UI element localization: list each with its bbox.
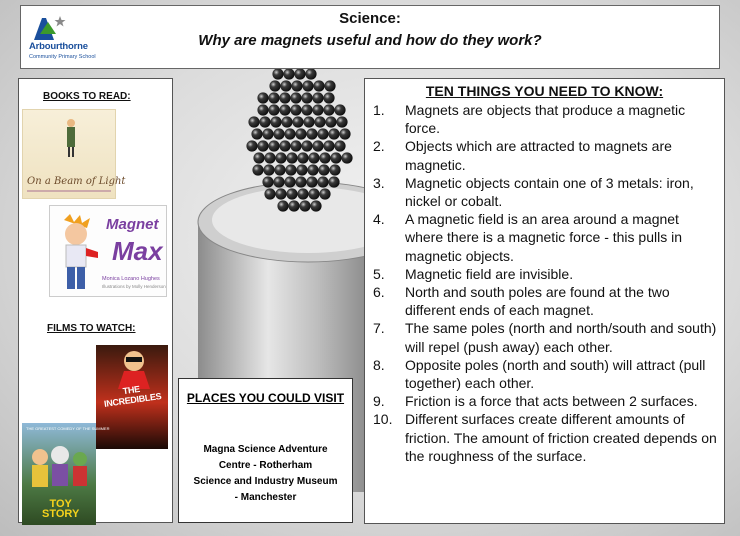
film-title-incredibles: THE INCREDIBLES [103,383,162,409]
magnet-ball [279,140,290,151]
magnet-ball [292,116,303,127]
fact-text: Friction is a force that acts between 2 surfaces. [405,393,698,410]
magnet-ball [336,116,347,127]
magnet-ball [308,188,319,199]
book-figure-illustration [65,118,77,158]
magnet-ball [324,80,335,91]
magnet-ball [275,152,286,163]
book-illustrator: Illustrations by Molly Henderson [102,284,166,289]
magnet-ball [246,140,257,151]
fact-number: 6. [373,284,385,301]
magnet-ball [262,176,273,187]
magnet-ball [312,92,323,103]
book-title-beam: On a Beam of Light [27,176,126,187]
place-line: Science and Industry Museum [193,476,338,487]
magnet-ball [323,92,334,103]
magnet-ball [284,176,295,187]
magnet-ball [290,140,301,151]
books-heading: BOOKS TO READ: [43,91,131,102]
fact-item [371,319,718,355]
fact-number: 4. [373,211,385,228]
fact-number: 10. [373,411,393,428]
magnet-ball [339,128,350,139]
magnet-ball [290,92,301,103]
ten-things-heading: TEN THINGS YOU NEED TO KNOW: [425,83,664,99]
films-heading: FILMS TO WATCH: [47,323,136,334]
book-subtitle-line [27,190,111,192]
film-title-line2: STORY [42,508,80,520]
magnet-ball [295,176,306,187]
magnet-ball [341,152,352,163]
fact-number: 8. [373,356,385,373]
resources-column [18,78,173,523]
magnet-ball [303,116,314,127]
book-cover-magnet-max [49,205,167,297]
magnet-ball [319,152,330,163]
fact-number: 2. [373,138,385,155]
magnet-ball [291,80,302,91]
magnet-ball [273,128,284,139]
magnet-ball [264,152,275,163]
magnet-ball [286,152,297,163]
fact-text: The same poles (north and north/south and south) will repel (push away) each other. [405,320,717,355]
magnet-ball [297,152,308,163]
magnet-ball [281,116,292,127]
magnet-ball [301,140,312,151]
school-name: Arbourthorne [29,41,88,52]
magnet-ball [288,200,299,211]
magnet-ball [277,200,288,211]
book-title-line2: Max [112,236,163,266]
magnet-ball [269,80,280,91]
magnet-ball [334,140,345,151]
fact-number: 7. [373,320,385,337]
magnet-ball [312,140,323,151]
magnet-ball [248,116,259,127]
places-to-visit-box [178,378,353,523]
magnet-ball [263,164,274,175]
magnet-ball [290,104,301,115]
magnet-ball [286,188,297,199]
magnet-ball [283,68,294,79]
magnet-ball [295,128,306,139]
magnet-ball [302,80,313,91]
fact-item [371,210,718,265]
fact-number: 5. [373,265,385,282]
fact-text: Magnets are objects that produce a magnetic force. [405,102,686,137]
places-heading: PLACES YOU COULD VISIT [186,391,345,405]
film-tagline: THE GREATEST COMEDY OF THE SUMMER [26,426,110,431]
film-title-toy-story [42,499,79,519]
fact-item [371,174,718,210]
magnet-ball [280,80,291,91]
fact-text: Different surfaces create different amounts of friction. The amount of friction created depends on the roughness of the surface. [405,411,717,464]
fact-item [371,283,718,319]
magnet-ball [307,164,318,175]
magnet-ball [262,128,273,139]
toy-characters-illustration [22,435,96,495]
magnet-ball [306,176,317,187]
fact-text: Magnetic objects contain one of 3 metals: iron, nickel or cobalt. [405,174,694,210]
magnet-ball [257,140,268,151]
magnet-ball [270,116,281,127]
magnet-ball [323,104,334,115]
fact-text: Opposite poles (north and south) will attract (pull together) each other. [405,356,706,392]
header-banner [20,5,720,69]
place-line: - Manchester [234,492,297,503]
ten-things-box [364,78,725,524]
school-subtitle: Community Primary School [29,54,96,60]
fact-text: Magnetic field are invisible. [405,265,574,282]
fact-item [371,265,718,283]
boy-with-magnet-illustration [54,214,100,294]
magnet-ball [308,152,319,163]
magnet-ball [314,116,325,127]
magnet-ball [279,104,290,115]
fact-item [371,410,718,465]
fact-number: 3. [373,174,385,191]
fact-number: 1. [373,102,385,118]
fact-text: A magnetic field is an area around a magnet where there is a magnetic force - this pulls in magnetic objects. [405,211,683,264]
places-list [179,442,352,506]
magnet-ball [328,128,339,139]
magnet-ball [251,128,262,139]
magnet-ball [264,188,275,199]
magnet-ball [252,164,263,175]
film-title-line1: TOY [49,498,72,510]
magnet-ball [296,164,307,175]
fact-item [371,392,718,410]
magnet-ball [259,116,270,127]
magnet-ball [297,188,308,199]
magnet-ball [334,104,345,115]
book-author: Monica Lozano Hughes [102,276,160,282]
magnet-ball [301,104,312,115]
magnet-ball [299,200,310,211]
magnet-ball [310,200,321,211]
magnet-ball [328,176,339,187]
magnet-ball [313,80,324,91]
film-poster-toy-story [22,423,110,525]
book-cover-on-a-beam-of-light [22,109,126,199]
fact-item [371,137,718,173]
ten-things-list [371,101,718,465]
magnet-ball [257,92,268,103]
magnet-ball [319,188,330,199]
magnet-ball [275,188,286,199]
film-poster-the-incredibles [96,345,168,449]
page-title: Science: [339,10,401,27]
magnet-ball [318,164,329,175]
place-line: Centre - Rotherham [218,460,313,471]
magnet-ball [301,92,312,103]
magnet-ball [268,92,279,103]
magnet-ball [329,164,340,175]
place-line: Magna Science Adventure [203,444,328,455]
magnet-ball [325,116,336,127]
fact-text: North and south poles are found at the two different ends of each magnet. [405,284,670,319]
magnet-ball [312,104,323,115]
magnet-ball [284,128,295,139]
page-question: Why are magnets useful and how do they work? [198,32,542,49]
fact-text: Objects which are attracted to magnets are magnetic. [405,138,672,173]
magnet-ball [323,140,334,151]
magnet-ball [253,152,264,163]
magnet-ball [274,164,285,175]
magnet-ball [268,104,279,115]
magnet-ball [317,176,328,187]
magnet-ball [279,92,290,103]
magnet-ball [257,104,268,115]
fact-item [371,101,718,137]
magnet-ball [273,176,284,187]
magnet-ball [317,128,328,139]
magnet-ball [330,152,341,163]
fact-number: 9. [373,393,385,410]
magnet-ball [285,164,296,175]
magnet-ball [305,68,316,79]
magnet-ball [268,140,279,151]
magnet-ball [306,128,317,139]
book-title-line1: Magnet [106,216,159,233]
fact-item [371,356,718,392]
magnet-ball [272,68,283,79]
magnet-ball [294,68,305,79]
